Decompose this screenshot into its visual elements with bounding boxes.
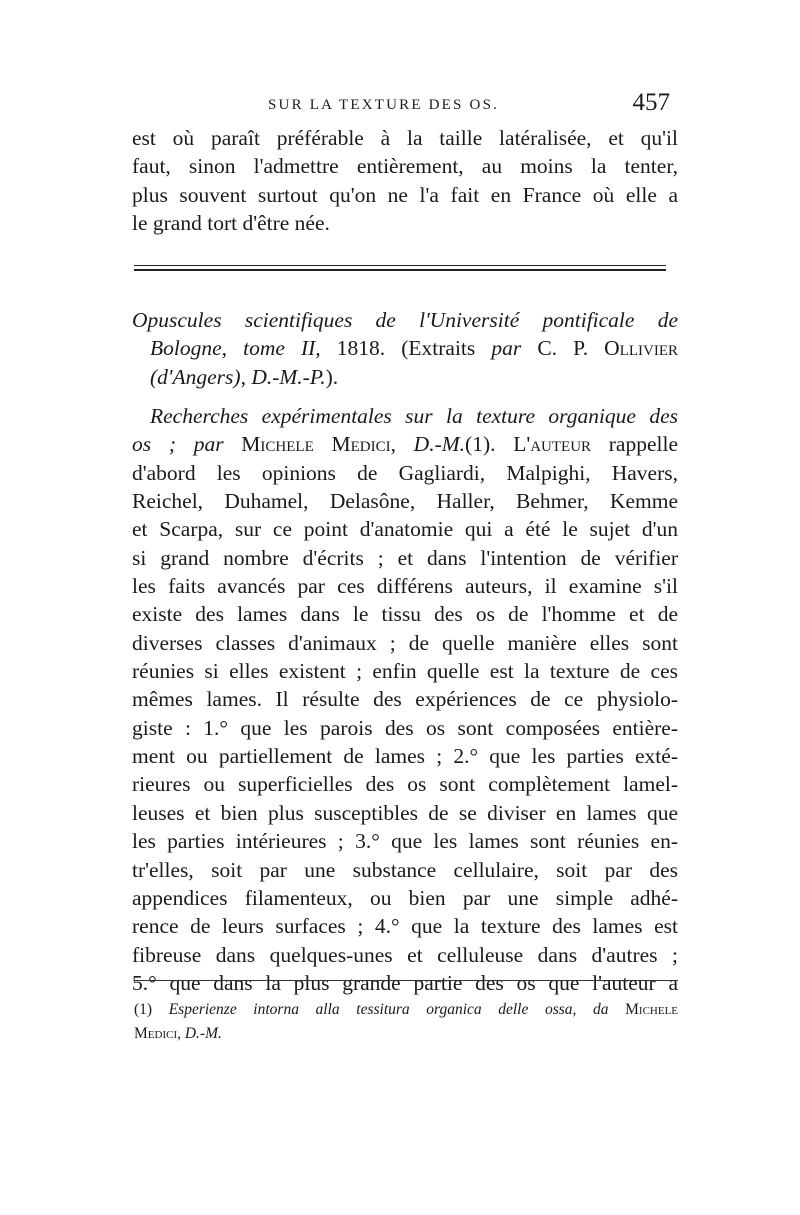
footnote-author-first: Michele <box>625 1001 678 1018</box>
heading-year: 1818. (Extraits <box>320 336 492 361</box>
heading-degree: D.-M.-P. <box>251 364 326 389</box>
text-line: appendices filamenteux, ou bien par une simple adhé- <box>132 885 678 910</box>
text-line: giste : 1.° que les parois des os sont composées entière- <box>132 715 678 740</box>
heading-place: (d'Angers) <box>150 364 241 389</box>
text-line: est où paraît préférable à la taille latéralisée, et qu'il <box>132 126 678 150</box>
footnote-title: Esperienze intorna alla tessitura organica delle ossa, <box>168 1001 577 1018</box>
article-title-line: Recherches expérimentales sur la texture organique des <box>150 404 678 428</box>
text-line: existe des lames dans le tissu des os de l'homme et de <box>132 602 678 627</box>
heading-line <box>132 363 678 391</box>
heading-line <box>132 334 678 362</box>
footnote-line <box>134 1022 678 1046</box>
text-line: diverses classes d'animaux ; de quelle manière elles sont <box>132 630 678 655</box>
article-title-end: os ; <box>132 432 194 457</box>
running-head <box>130 89 670 123</box>
text-line: 5.° que dans la plus grande partie des os que l'auteur a <box>132 970 678 995</box>
heading-line: Opuscules scientifiques de l'Université pontificale de <box>132 308 678 332</box>
footnote <box>134 998 678 1046</box>
divider-thin-line <box>134 265 666 266</box>
text-line: rieures ou superficielles des os sont complètement lamel- <box>132 772 678 797</box>
running-title: SUR LA TEXTURE DES OS. <box>268 97 500 113</box>
heading-par: par <box>491 336 522 361</box>
article-degree: D.-M. <box>413 432 466 457</box>
text-line: tr'elles, soit par une substance cellulaire, soit par des <box>132 857 678 882</box>
footnote-ref: (1). <box>465 432 496 457</box>
text-line: réunies si elles existent ; enfin quelle est la texture de ces <box>132 659 678 684</box>
text-line: mêmes lames. Il résulte des expériences de ce physiolo- <box>132 687 678 712</box>
text-line: les faits avancés par ces différens auteurs, il examine s'il <box>132 574 678 599</box>
article-byline <box>132 430 678 458</box>
review-heading <box>132 306 678 391</box>
text-line: les parties intérieures ; 3.° que les lames sont réunies en- <box>132 829 678 854</box>
footnote-line <box>134 998 678 1022</box>
heading-title-end: Bologne, tome II, <box>150 336 321 361</box>
footnote-rule <box>134 980 678 981</box>
article-lauteur: L'auteur <box>495 432 592 457</box>
text-line: fibreuse dans quelques-unes et celluleuse dans d'autres ; <box>132 942 678 967</box>
text-line: le grand tort d'être née. <box>132 211 330 236</box>
article-author: Michele Medici <box>223 432 391 457</box>
article-par: par <box>193 432 224 457</box>
intro-paragraph <box>132 124 678 237</box>
footnote-da: da <box>576 1001 626 1018</box>
text-line: rence de leurs surfaces ; 4.° que la texture des lames est <box>132 914 678 939</box>
text-line: et Scarpa, sur ce point d'anatomie qui a été le sujet d'un <box>132 517 678 542</box>
footnote-author-last: Medici <box>134 1025 178 1042</box>
text-line: leuses et bien plus susceptibles de se diviser en lames que <box>132 800 678 825</box>
text-line: plus souvent surtout qu'on ne l'a fait en France où elle a <box>132 182 678 207</box>
text-line: ment ou partiellement de lames ; 2.° que les parties exté- <box>132 744 678 769</box>
article-paragraph <box>132 402 678 997</box>
text-line: si grand nombre d'écrits ; et dans l'intention de vérifier <box>132 545 678 570</box>
heading-end: ). <box>325 364 339 389</box>
footnote-marker: (1) <box>134 1001 169 1018</box>
divider-thick-line <box>134 269 666 271</box>
page-number: 457 <box>632 89 670 116</box>
section-divider <box>134 265 666 271</box>
heading-separator: , <box>240 364 252 389</box>
footnote-degree: D.-M. <box>184 1025 222 1042</box>
text-line: Reichel, Duhamel, Delasône, Haller, Behmer, Kemme <box>132 489 678 514</box>
text-line: d'abord les opinions de Gagliardi, Malpighi, Havers, <box>132 460 678 485</box>
article-line-rest: rappelle <box>591 432 678 457</box>
footnote-separator: , <box>177 1025 185 1042</box>
heading-editor: C. P. Ollivier <box>521 336 678 361</box>
text-line: faut, sinon l'admettre entièrement, au moins la tenter, <box>132 154 678 179</box>
article-separator: , <box>390 432 414 457</box>
